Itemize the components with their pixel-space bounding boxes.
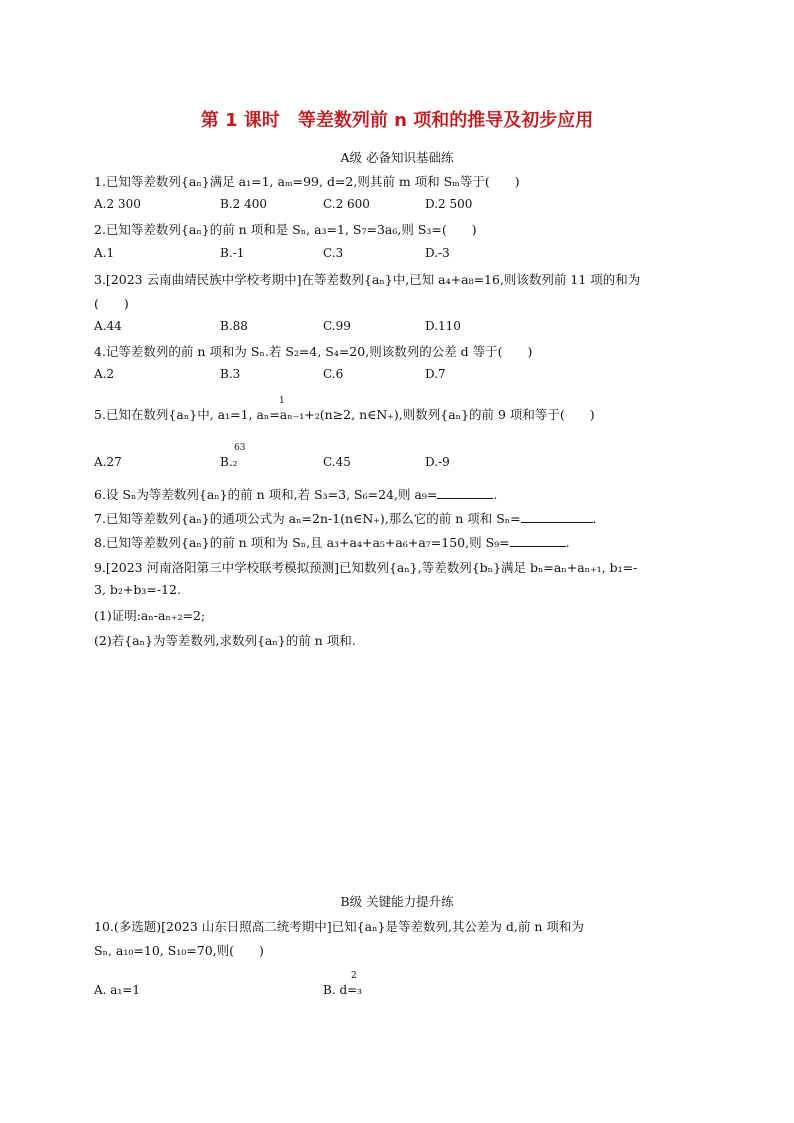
q3-option-b: B.88 xyxy=(220,319,248,333)
question-1-stem: 1.已知等差数列{aₙ}满足 a₁=1, aₘ=99, d=2,则其前 m 项和 Sₘ等于( ) xyxy=(94,174,520,189)
q3-option-d: D.110 xyxy=(425,319,461,333)
question-3-stem: 3.[2023 云南曲靖民族中学校考期中]在等差数列{aₙ}中,已知 a₄+a₈=16,则该数列前 11 项的和为 xyxy=(94,272,641,287)
q2-option-c: C.3 xyxy=(323,246,344,260)
question-4-stem: 4.记等差数列的前 n 项和为 Sₙ.若 S₂=4, S₄=20,则该数列的公差 d 等于( ) xyxy=(94,344,533,359)
section-a-heading: A级 必备知识基础练 xyxy=(340,150,454,165)
q4-option-a: A.2 xyxy=(94,367,115,381)
q2-option-d: D.-3 xyxy=(425,246,450,260)
question-6 xyxy=(94,485,497,503)
q1-option-d: D.2 500 xyxy=(425,197,473,211)
question-9-part-2: (2)若{aₙ}为等差数列,求数列{aₙ}的前 n 项和. xyxy=(94,633,356,648)
q4-option-d: D.7 xyxy=(425,367,446,381)
question-9-part-1: (1)证明:aₙ-aₙ₊₂=2; xyxy=(94,608,206,623)
question-6-answer-blank[interactable] xyxy=(437,486,493,499)
q3-option-a: A.44 xyxy=(94,319,122,333)
question-3-stem-cont: ( ) xyxy=(94,296,129,311)
question-7-answer-blank[interactable] xyxy=(521,510,593,523)
question-8-period: . xyxy=(565,535,570,550)
q3-option-c: C.99 xyxy=(323,319,351,333)
question-8-stem: 8.已知等差数列{aₙ}的前 n 项和为 Sₙ,且 a₃+a₄+a₅+a₆+a₇=150,则 S₉= xyxy=(94,535,510,550)
q10-option-a: A. a₁=1 xyxy=(94,983,140,997)
q1-option-b: B.2 400 xyxy=(220,197,267,211)
question-10-stem-cont: Sₙ, a₁₀=10, S₁₀=70,则( ) xyxy=(94,943,264,958)
q4-option-c: C.6 xyxy=(323,367,344,381)
q5-fraction-numerator: 1 xyxy=(279,396,285,406)
question-7 xyxy=(94,509,597,527)
q5-option-a: A.27 xyxy=(94,455,122,469)
page-title: 第 1 课时 等差数列前 n 项和的推导及初步应用 xyxy=(200,110,594,131)
q5-option-b-numerator: 63 xyxy=(234,443,246,453)
q2-option-b: B.-1 xyxy=(220,246,245,260)
question-10-stem: 10.(多选题)[2023 山东日照高二统考期中]已知{aₙ}是等差数列,其公差为 d,前 n 项和为 xyxy=(94,919,584,934)
section-b-heading: B级 关键能力提升练 xyxy=(340,894,454,909)
q1-option-a: A.2 300 xyxy=(94,197,141,211)
question-6-period: . xyxy=(493,487,498,502)
q1-option-c: C.2 600 xyxy=(323,197,370,211)
question-6-stem: 6.设 Sₙ为等差数列{aₙ}的前 n 项和,若 S₃=3, S₆=24,则 a₉= xyxy=(94,487,438,502)
question-2-stem: 2.已知等差数列{aₙ}的前 n 项和是 Sₙ, a₃=1, S₇=3a₆,则 S₃=( ) xyxy=(94,222,477,237)
q5-option-b: B.₂ xyxy=(220,455,238,469)
question-5-stem: 5.已知在数列{aₙ}中, a₁=1, aₙ=aₙ₋₁+₂(n≥2, n∈N₊),则数列{aₙ}的前 9 项和等于( ) xyxy=(94,407,595,422)
q4-option-b: B.3 xyxy=(220,367,241,381)
q5-option-c: C.45 xyxy=(323,455,351,469)
question-7-period: . xyxy=(592,511,597,526)
q5-option-d: D.-9 xyxy=(425,455,450,469)
question-7-stem: 7.已知等差数列{aₙ}的通项公式为 aₙ=2n-1(n∈N₊),那么它的前 n 项和 Sₙ= xyxy=(94,511,521,526)
q10-option-b-numerator: 2 xyxy=(351,971,357,981)
question-9-stem-cont: 3, b₂+b₃=-12. xyxy=(94,582,181,597)
question-8 xyxy=(94,533,570,551)
q10-option-b: B. d=₃ xyxy=(323,983,362,997)
question-8-answer-blank[interactable] xyxy=(510,534,566,547)
question-9-stem: 9.[2023 河南洛阳第三中学校联考模拟预测]已知数列{aₙ},等差数列{bₙ}满足 bₙ=aₙ+aₙ₊₁, b₁=- xyxy=(94,560,638,575)
q2-option-a: A.1 xyxy=(94,246,115,260)
